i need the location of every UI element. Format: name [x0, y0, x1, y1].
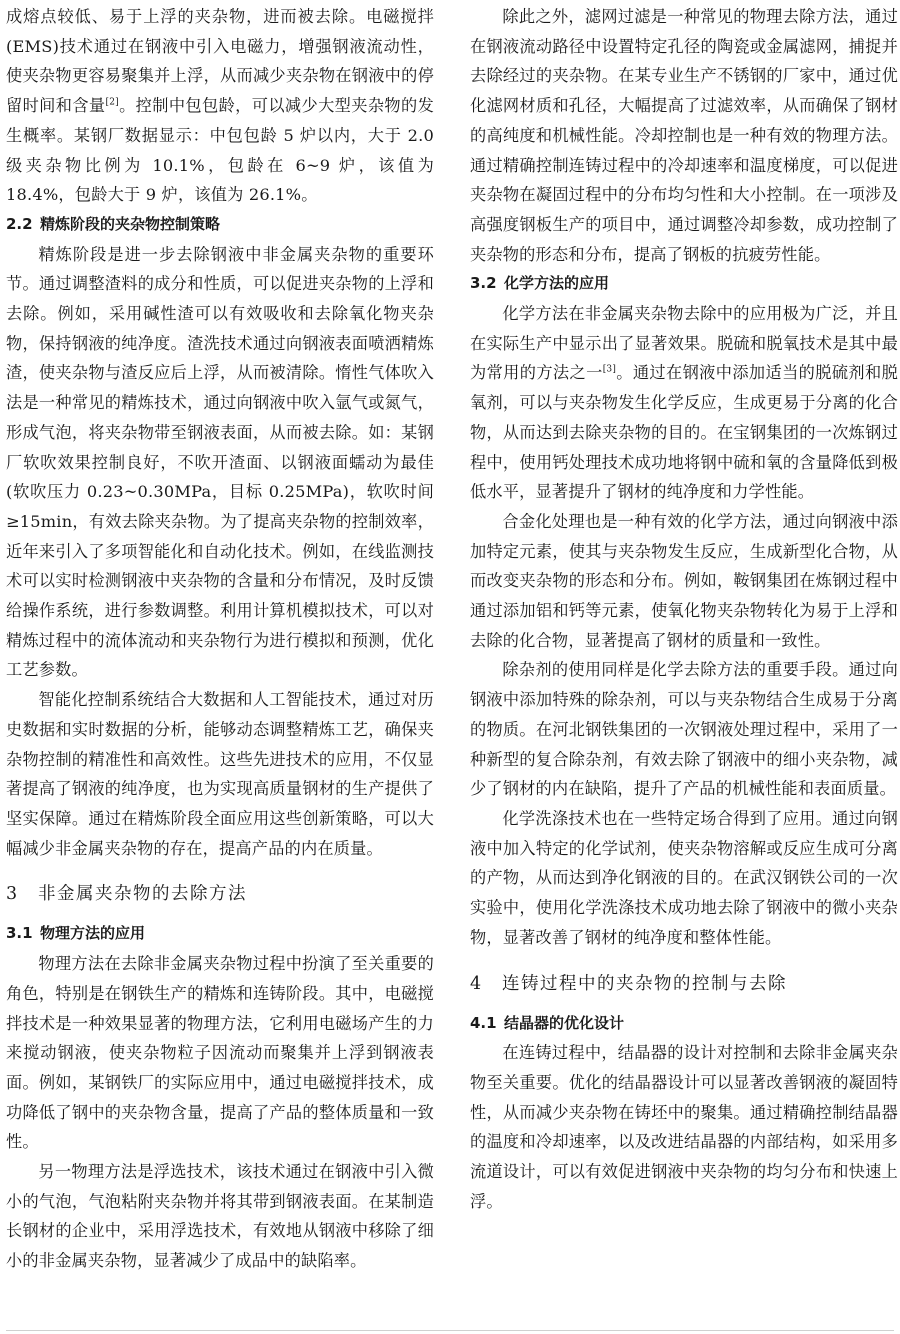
paragraph: 化学洗涤技术也在一些特定场合得到了应用。通过向钢液中加入特定的化学试剂，使夹杂物溶解或反应生成可分离的产物，从而达到净化钢液的目的。在武汉钢铁公司的一次实验中，使用化学洗涤技术成功地去除了钢液中的微小夹杂物，显著改善了钢材的纯净度和整体性能。: [470, 808, 898, 947]
paragraph: 除杂剂的使用同样是化学去除方法的重要手段。通过向钢液中添加特殊的除杂剂，可以与夹杂物结合生成易于分离的物质。在河北钢铁集团的一次钢液处理过程中，采用了一种新型的复合除杂剂，有效去除了钢液中的细小夹杂物，减少了钢材的内在缺陷，提升了产品的机械性能和表面质量。: [470, 660, 898, 799]
section-heading-3: 3 非金属夹杂物的去除方法: [6, 884, 247, 905]
citation: [2]: [105, 97, 119, 108]
page-bottom-rule: [6, 1330, 894, 1331]
section-heading-4-1: 4.1 结晶器的优化设计: [470, 1013, 625, 1032]
section-heading-3-1: 3.1 物理方法的应用: [6, 924, 146, 943]
citation: [3]: [602, 365, 617, 376]
paragraph: 精炼阶段是进一步去除钢液中非金属夹杂物的重要环节。通过调整渣料的成分和性质，可以促进夹杂物的上浮和去除。例如，采用碱性渣可以有效吸收和去除氧化物夹杂物，保持钢液的纯净度。渣洗技术通过向钢液表面喷洒精炼渣，使夹杂物与渣反应后上浮，从而被清除。惰性气体吹入法是一种常见的精炼技术，通过向钢液中吹入氩气或氮气，形成气泡，将夹杂物带至钢液表面，从而被去除。如：某钢厂软吹效果控制良好，不吹开渣面、以钢液面蠕动为最佳(软吹压力 0.23~0.30MPa，目标 0.25MPa)，软吹时间≥15min，有效去除夹杂物。为了提高夹杂物的控制效率，近年来引入了多项智能化和自动化技术。例如，在线监测技术可以实时检测钢液中夹杂物的含量和分布情况，及时反馈给操作系统，进行参数调整。利用计算机模拟技术，可以对精炼过程中的流体流动和夹杂物行为进行模拟和预测，优化工艺参数。: [6, 244, 434, 680]
section-heading-4: 4 连铸过程中的夹杂物的控制与去除: [470, 973, 787, 994]
right-column: [470, 2, 898, 1216]
paragraph: 成熔点较低、易于上浮的夹杂物，进而被去除。电磁搅拌(EMS)技术通过在钢液中引入电磁力，增强钢液流动性，使夹杂物更容易聚集并上浮，从而减少夹杂物在钢液中的停留时间和含量[2]。控制中包包龄，可以减少大型夹杂物的发生概率。某钢厂数据显示：中包包龄 5 炉以内，大于 2.0 级夹杂物比例为 10.1%，包龄在 6~9 炉，该值为 18.4%，包龄大于 9 炉，该值为 26.1%。: [6, 7, 434, 205]
left-column: [6, 2, 434, 1276]
paragraph: 智能化控制系统结合大数据和人工智能技术，通过对历史数据和实时数据的分析，能够动态调整精炼工艺，确保夹杂物控制的精准性和高效性。这些先进技术的应用，不仅显著提高了钢液的纯净度，也为实现高质量钢材的生产提供了坚实保障。通过在精炼阶段全面应用这些创新策略，可以大幅减少非金属夹杂物的存在，提高产品的内在质量。: [6, 690, 434, 858]
section-heading-2-2: 2.2 精炼阶段的夹杂物控制策略: [6, 214, 221, 233]
paragraph: 除此之外，滤网过滤是一种常见的物理去除方法，通过在钢液流动路径中设置特定孔径的陶瓷或金属滤网，捕捉并去除经过的夹杂物。在某专业生产不锈钢的厂家中，通过优化滤网材质和孔径，大幅提高了过滤效率，从而确保了钢材的高纯度和机械性能。冷却控制也是一种有效的物理方法。通过精确控制连铸过程中的冷却速率和温度梯度，可以促进夹杂物在凝固过程中的分布均匀性和大小控制。在一项涉及高强度钢板生产的项目中，通过调整冷却参数，成功控制了夹杂物的形态和分布，提高了钢板的抗疲劳性能。: [470, 7, 898, 264]
paragraph: 另一物理方法是浮选技术，该技术通过在钢液中引入微小的气泡，气泡粘附夹杂物并将其带到钢液表面。在某制造长钢材的企业中，采用浮选技术，有效地从钢液中移除了细小的非金属夹杂物，显著减少了成品中的缺陷率。: [6, 1162, 434, 1271]
paragraph: 在连铸过程中，结晶器的设计对控制和去除非金属夹杂物至关重要。优化的结晶器设计可以显著改善钢液的凝固特性，从而减少夹杂物在铸坯中的聚集。通过精确控制结晶器的温度和冷却速率，以及改进结晶器的内部结构，如采用多流道设计，可以有效促进钢液中夹杂物的均匀分布和快速上浮。: [470, 1043, 898, 1211]
paragraph: 化学方法在非金属夹杂物去除中的应用极为广泛，并且在实际生产中显示出了显著效果。脱硫和脱氧技术是其中最为常用的方法之一[3]。通过在钢液中添加适当的脱硫剂和脱氧剂，可以与夹杂物发生化学反应，生成更易于分离的化合物，从而达到去除夹杂物的目的。在宝钢集团的一次炼钢过程中，使用钙处理技术成功地将钢中硫和氧的含量降低到极低水平，显著提升了钢材的纯净度和力学性能。: [470, 304, 898, 502]
paragraph: 物理方法在去除非金属夹杂物过程中扮演了至关重要的角色，特别是在钢铁生产的精炼和连铸阶段。其中，电磁搅拌技术是一种效果显著的物理方法，它利用电磁场产生的力来搅动钢液，使夹杂物粒子因流动而聚集并上浮到钢液表面。例如，某钢铁厂的实际应用中，通过电磁搅拌技术，成功降低了钢中的夹杂物含量，提高了产品的整体质量和一致性。: [6, 954, 434, 1152]
section-heading-3-2: 3.2 化学方法的应用: [470, 274, 610, 293]
paragraph: 合金化处理也是一种有效的化学方法，通过向钢液中添加特定元素，使其与夹杂物发生反应，生成新型化合物，从而改变夹杂物的形态和分布。例如，鞍钢集团在炼钢过程中通过添加铝和钙等元素，使氧化物夹杂物转化为易于上浮和去除的化合物，显著提高了钢材的质量和一致性。: [470, 511, 898, 650]
